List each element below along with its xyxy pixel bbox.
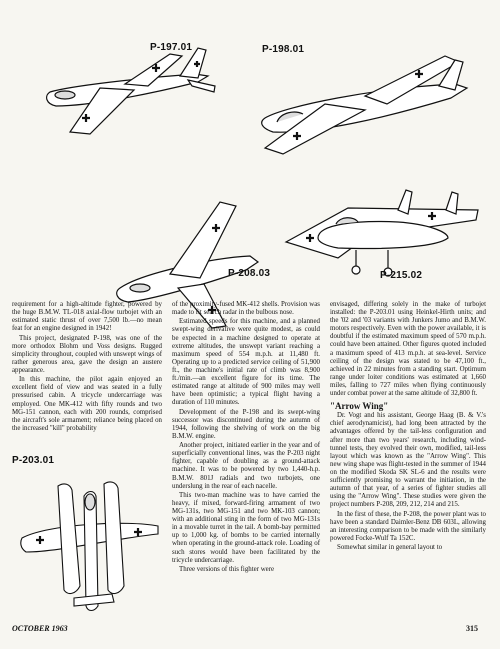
p203-aircraft-drawing: [18, 466, 163, 616]
p198-aircraft-drawing: [255, 48, 475, 168]
figure-label-p203: P-203.01: [12, 455, 55, 466]
col3-paragraph: Dr. Vogt and his assistant, George Haag (B. & V.'s chief aerodynamicist), had long been attracted by the advantages offered by the tail-less configuration and after more than two years' research, including wind-tunnel tests, they evolved their own, modified, tail-less layout which was known as the "Arrow Wing". This new wing shape was flight-tested in the summer of 1944 on the modified Skoda SK SL-6 and the results were sufficiently promising to warrant the initiation, in the autumn of that year, of a series of fighter studies all using the "Arrow Wing". These studies were given the project numbers P-208, 209, 212, 214 and 215.: [330, 412, 486, 509]
issue-date: OCTOBER 1963: [12, 624, 68, 633]
section-heading: "Arrow Wing": [330, 401, 389, 412]
text-column-1: [12, 301, 162, 434]
col3-paragraph: Somewhat similar in general layout to: [337, 544, 443, 552]
figure-label-p208: P-208.03: [228, 268, 271, 279]
figure-label-p198: P-198.01: [262, 44, 305, 55]
col2-paragraph: Three versions of this fighter were: [179, 565, 275, 573]
figure-label-p215: P-215.02: [380, 270, 423, 281]
col3-paragraph: In the first of these, the P-208, the power plant was to have been a standard Daimler-Benz DB 603L, allowing an interesting comparison to be made with the similarly powered Focke-Wulf Ta 152C.: [330, 510, 486, 542]
col1-paragraph: In this machine, the pilot again enjoyed an excellent field of view and was seated in a fully pressurised cabin. A tricycle undercarriage was employed. One MK-412 with fifty rounds and two MG-151 cannon, each with 200 rounds, comprised the aircraft's sole armament; reliance being placed on the increased "kill" probability: [12, 376, 162, 432]
col2-paragraph: of the proximity-fused MK-412 shells. Provision was made to fit search radar in the bulbous nose.: [172, 301, 320, 317]
figure-label-p197: P-197.01: [150, 42, 193, 53]
p197-aircraft-drawing: [30, 40, 220, 150]
col2-paragraph: Estimated speeds for this machine, and a planned swept-wing derivative were quite modest, as could be expected in a machine designed to operate at extreme altitudes, the unswept variant reaching a maximum speed of 554 m.p.h. at 11,480 ft. Operating up to a predicted service ceiling of 51,900 ft., the machine's initial rate of climb was 8,900 ft./min.—an excellent figure for its time. The estimated range at altitude of 900 miles may well have been optimistic; a typical flight having a duration of 110 minutes.: [172, 318, 320, 407]
col2-paragraph: This two-man machine was to have carried the heavy, if mixed, forward-firing armament of two MG-131s, two MG-151 and two MK-103 cannon; with an additional sting in the form of two MG-131s in a movable turret in the tail. A bomb-bay permitted up to 1,000 kg. of bombs to be carried internally when operating in the ground-attack role. Loading of such stores would have been facilitated by the tricycle undercarriage.: [172, 491, 320, 564]
text-column-2: [172, 301, 320, 575]
page-number: 315: [466, 624, 478, 633]
col1-paragraph: This project, designated P-198, was one of the more orthodox Blohm und Voss designs. Rugged simplicity throughout, coupled with unswept wings of rather generous area, gave the design an austere appearance.: [12, 334, 162, 374]
text-column-3: [330, 301, 486, 553]
col2-paragraph: Development of the P-198 and its swept-wing successor was discontinued during the autumn of 1944, following the shelving of work on the big B.M.W. engine.: [172, 408, 320, 440]
col2-paragraph: Another project, initiated earlier in the year and of superficially conventional lines, was the P-203 night fighter, capable of doubling as a ground-attack machine. It was to be powered by two 1,440-h.p. B.M.W. 801J radials and two turbojets, one underslung in the rear of each nacelle.: [172, 442, 320, 490]
col3-paragraph: envisaged, differing solely in the make of turbojet installed: the P-203.01 using Heinkel-Hirth units; and the '02 and '03 variants with Junkers Jumo and B.M.W. motors respectively. Even with the power available, it is doubtful if the estimated maximum speed of 570 m.p.h. could have been attained. Other figures quoted included a maximum speed of 413 m.p.h. at sea-level. Service ceiling of the design was stated to be 47,100 ft., achieved in 22 minutes from a standing start. Optimum range under loiter conditions was estimated at 1,660 miles, falling to 727 miles when flying continuously under combat power at the same altitude of 32,800 ft.: [330, 301, 486, 398]
col1-paragraph: requirement for a high-altitude fighter, powered by the huge B.M.W. TL-018 axial-flow turbojet with an estimated static thrust of over 7,500 lb.—no mean feat for an engine designed in 1942!: [12, 301, 162, 333]
